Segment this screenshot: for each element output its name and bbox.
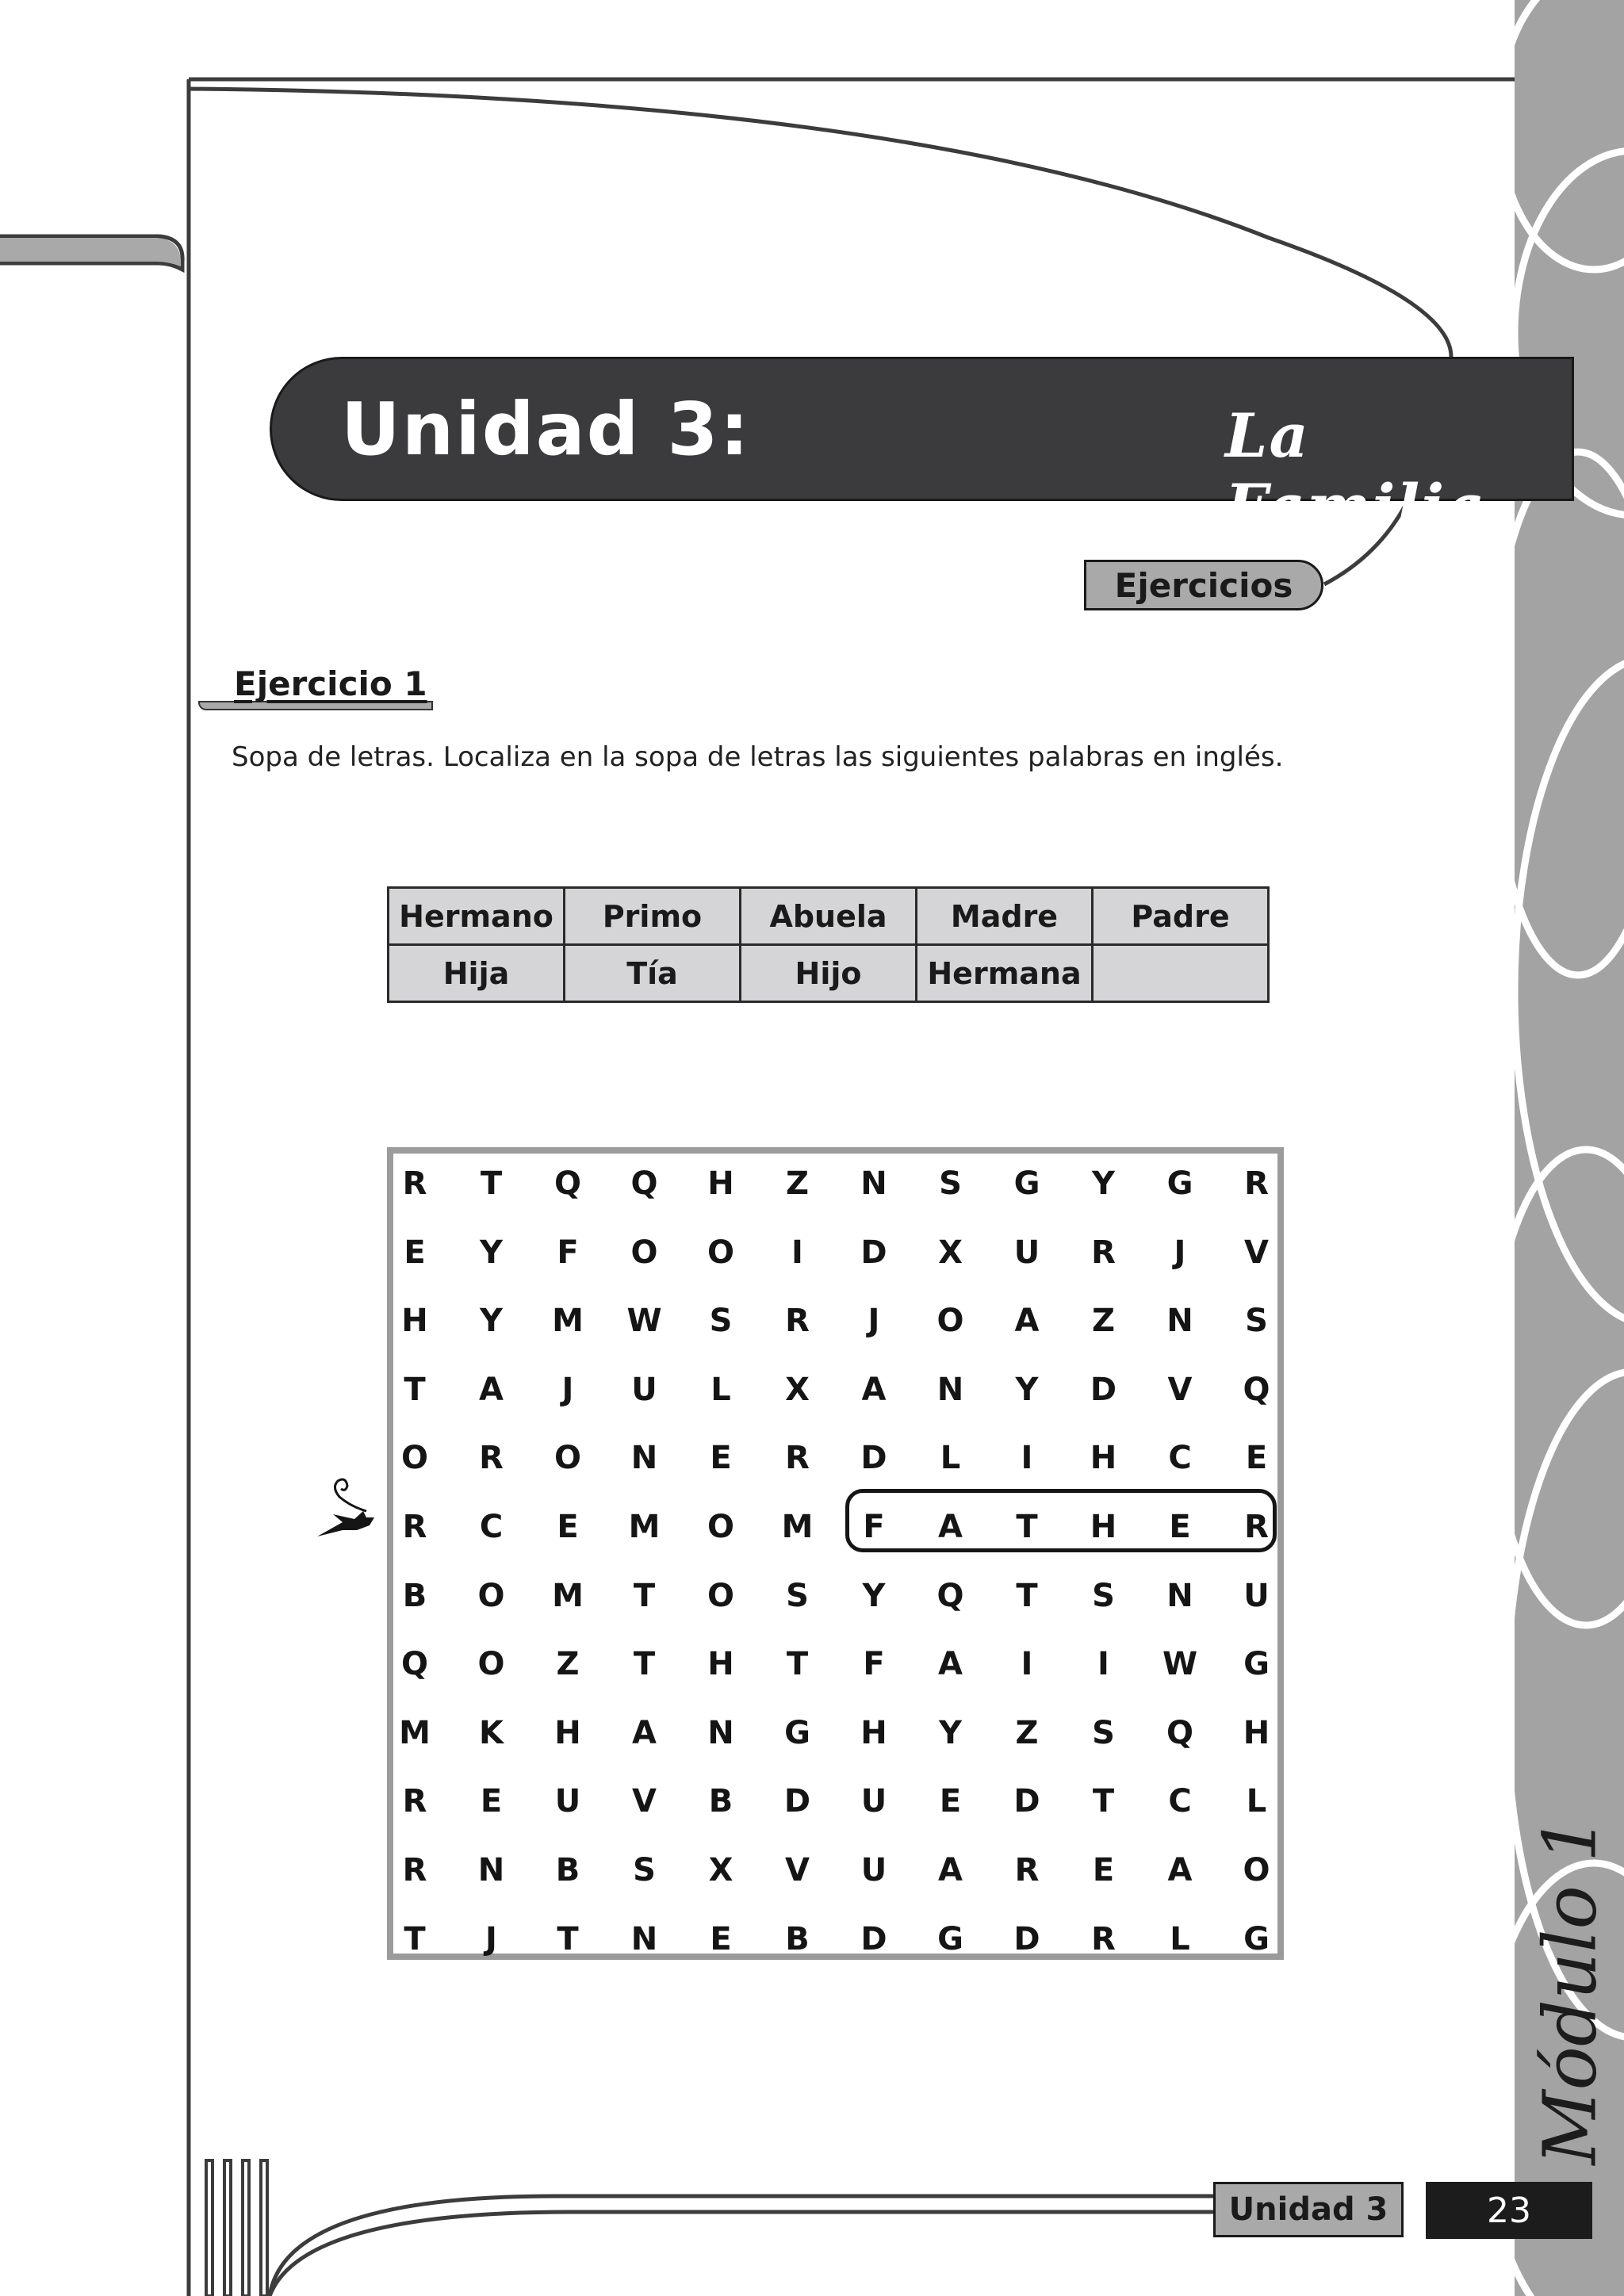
grid-letter: Q xyxy=(553,1165,581,1202)
grid-letter: H xyxy=(401,1303,428,1340)
grid-letter: D xyxy=(783,1783,811,1820)
grid-letter: X xyxy=(785,1371,810,1408)
grid-letter: N xyxy=(1166,1303,1193,1340)
grid-letter: T xyxy=(633,1646,656,1683)
grid-letter: H xyxy=(707,1165,734,1202)
grid-letter: R xyxy=(785,1303,810,1340)
grid-letter: E xyxy=(710,1920,732,1957)
grid-letter: T xyxy=(1016,1509,1038,1545)
grid-letter: E xyxy=(404,1234,426,1271)
grid-letter: M xyxy=(781,1509,814,1545)
grid-letter: A xyxy=(1014,1303,1040,1340)
unit-title: Unidad 3: xyxy=(341,387,751,472)
grid-letter: Q xyxy=(936,1577,964,1614)
grid-letter: E xyxy=(1245,1440,1268,1477)
vocabulary-table xyxy=(387,886,1270,1003)
grid-letter: E xyxy=(710,1440,732,1477)
grid-letter: Z xyxy=(556,1646,580,1683)
grid-letter: I xyxy=(1021,1646,1033,1683)
grid-letter: T xyxy=(786,1646,809,1683)
grid-letter: V xyxy=(632,1783,657,1820)
grid-letter: R xyxy=(1244,1509,1269,1545)
grid-letter: J xyxy=(485,1920,497,1957)
vocabulary-cell: Hijo xyxy=(741,945,917,1002)
grid-letter: R xyxy=(785,1440,810,1477)
grid-letter: V xyxy=(1167,1371,1193,1408)
grid-letter: I xyxy=(1021,1440,1033,1477)
grid-letter: E xyxy=(1169,1509,1191,1545)
grid-letter: T xyxy=(404,1920,426,1957)
vocabulary-row xyxy=(389,888,1269,945)
grid-letter: D xyxy=(860,1440,887,1477)
grid-letter: T xyxy=(1016,1577,1038,1614)
grid-letter: O xyxy=(707,1577,734,1614)
grid-letter: L xyxy=(940,1440,961,1477)
grid-letter: J xyxy=(868,1303,880,1340)
grid-letter: U xyxy=(860,1783,887,1820)
grid-letter: H xyxy=(860,1714,887,1751)
grid-letter: G xyxy=(937,1920,963,1957)
grid-letter: M xyxy=(552,1303,584,1340)
grid-letter: X xyxy=(708,1852,733,1888)
grid-letter: S xyxy=(1245,1303,1268,1340)
example-word-highlight xyxy=(845,1489,1277,1552)
grid-letter: F xyxy=(863,1509,885,1545)
grid-letter: T xyxy=(1092,1783,1115,1820)
grid-letter: L xyxy=(1170,1920,1190,1957)
grid-letter: C xyxy=(1168,1440,1192,1477)
grid-letter: N xyxy=(936,1371,964,1408)
grid-letter: T xyxy=(633,1577,656,1614)
grid-letter: R xyxy=(1091,1920,1116,1957)
grid-letter: J xyxy=(561,1371,574,1408)
grid-letter: S xyxy=(1092,1714,1115,1751)
grid-letter: B xyxy=(708,1783,733,1820)
grid-letter: B xyxy=(555,1852,580,1888)
exercise-instructions: Sopa de letras. Localiza en la sopa de letras las siguientes palabras en inglés. xyxy=(232,741,1284,773)
grid-letter: C xyxy=(1168,1783,1192,1820)
grid-letter: Z xyxy=(785,1165,809,1202)
grid-letter: N xyxy=(630,1440,658,1477)
grid-letter: R xyxy=(479,1440,504,1477)
grid-letter: I xyxy=(1097,1646,1109,1683)
grid-letter: O xyxy=(553,1440,581,1477)
grid-letter: L xyxy=(1246,1783,1267,1820)
grid-letter: A xyxy=(632,1714,657,1751)
word-search-grid xyxy=(387,1147,1284,1960)
grid-letter: N xyxy=(707,1714,734,1751)
grid-letter: V xyxy=(1244,1234,1269,1271)
grid-letter: U xyxy=(631,1371,657,1408)
vocabulary-row xyxy=(389,945,1269,1002)
grid-letter: H xyxy=(707,1646,734,1683)
page-number: 23 xyxy=(1426,2182,1592,2239)
grid-letter: J xyxy=(1174,1234,1186,1271)
grid-letter: Y xyxy=(939,1714,962,1751)
grid-letter: D xyxy=(860,1234,887,1271)
grid-letter: M xyxy=(628,1509,661,1545)
grid-letter: V xyxy=(785,1852,810,1888)
grid-letter: O xyxy=(1243,1852,1270,1888)
grid-letter: U xyxy=(860,1852,887,1888)
grid-letter: H xyxy=(1090,1440,1117,1477)
grid-letter: Y xyxy=(862,1577,886,1614)
grid-letter: Z xyxy=(1015,1714,1039,1751)
grid-letter: B xyxy=(785,1920,810,1957)
grid-letter: E xyxy=(480,1783,503,1820)
grid-letter: O xyxy=(707,1234,734,1271)
grid-letter: Q xyxy=(1166,1714,1193,1751)
grid-letter: F xyxy=(557,1234,579,1271)
grid-letter: Q xyxy=(630,1165,658,1202)
grid-letter: Q xyxy=(400,1646,428,1683)
grid-letter: S xyxy=(786,1577,809,1614)
grid-letter: A xyxy=(479,1371,504,1408)
grid-letter: K xyxy=(479,1714,504,1751)
grid-letter: R xyxy=(402,1509,427,1545)
grid-letter: L xyxy=(710,1371,731,1408)
grid-letter: H xyxy=(1243,1714,1270,1751)
grid-letter: A xyxy=(938,1852,963,1888)
grid-letter: G xyxy=(1166,1165,1193,1202)
grid-letter: O xyxy=(477,1577,505,1614)
module-label-text: Módulo 1 xyxy=(1527,1815,1613,2165)
grid-letter: A xyxy=(938,1646,963,1683)
unit-subtitle: La Familia xyxy=(1225,400,1487,541)
grid-letter: G xyxy=(1243,1920,1270,1957)
grid-letter: O xyxy=(477,1646,505,1683)
grid-letter: G xyxy=(1243,1646,1270,1683)
grid-letter: S xyxy=(709,1303,733,1340)
grid-letter: O xyxy=(936,1303,964,1340)
grid-letter: Q xyxy=(1243,1371,1270,1408)
vocabulary-cell: Primo xyxy=(565,888,741,945)
grid-letter: D xyxy=(1013,1783,1040,1820)
grid-letter: Y xyxy=(1015,1371,1039,1408)
grid-letter: A xyxy=(1167,1852,1193,1888)
grid-letter: N xyxy=(860,1165,887,1202)
grid-letter: D xyxy=(860,1920,887,1957)
grid-letter: H xyxy=(554,1714,581,1751)
grid-letter: U xyxy=(1243,1577,1270,1614)
grid-letter: S xyxy=(633,1852,656,1888)
grid-letter: N xyxy=(1166,1577,1193,1614)
grid-letter: A xyxy=(938,1509,963,1545)
section-tab-ejercicios: Ejercicios xyxy=(1084,560,1323,610)
vocabulary-cell: Hermana xyxy=(917,945,1093,1002)
grid-letter: Y xyxy=(1092,1165,1115,1202)
grid-letter: R xyxy=(1091,1234,1116,1271)
vocabulary-cell: Hija xyxy=(389,945,565,1002)
grid-letter: H xyxy=(1090,1509,1117,1545)
grid-letter: R xyxy=(402,1783,427,1820)
vocabulary-cell: Abuela xyxy=(741,888,917,945)
grid-letter: Y xyxy=(480,1234,503,1271)
grid-letter: R xyxy=(402,1165,427,1202)
grid-letter: S xyxy=(1092,1577,1115,1614)
grid-letter: W xyxy=(626,1303,662,1340)
grid-letter: T xyxy=(404,1371,426,1408)
grid-letter: O xyxy=(707,1509,734,1545)
grid-letter: G xyxy=(784,1714,810,1751)
vocabulary-cell xyxy=(1093,945,1269,1002)
grid-letter: B xyxy=(402,1577,427,1614)
vocabulary-cell: Padre xyxy=(1093,888,1269,945)
grid-letter: T xyxy=(557,1920,579,1957)
grid-letter: R xyxy=(402,1852,427,1888)
grid-letter: I xyxy=(791,1234,803,1271)
grid-letter: C xyxy=(479,1509,504,1545)
grid-letter: S xyxy=(939,1165,962,1202)
grid-letter: A xyxy=(861,1371,887,1408)
grid-letter: W xyxy=(1162,1646,1198,1683)
grid-letter: E xyxy=(939,1783,962,1820)
grid-letter: X xyxy=(938,1234,963,1271)
grid-letter: N xyxy=(630,1920,658,1957)
footer-unit-label: Unidad 3 xyxy=(1213,2182,1404,2237)
grid-letter: M xyxy=(399,1714,431,1751)
grid-letter: Z xyxy=(1091,1303,1115,1340)
vocabulary-cell: Madre xyxy=(917,888,1093,945)
grid-letter: R xyxy=(1244,1165,1269,1202)
grid-letter: Y xyxy=(480,1303,503,1340)
grid-letter: E xyxy=(557,1509,579,1545)
grid-letter: N xyxy=(477,1852,505,1888)
module-label xyxy=(1526,1808,1614,2172)
vocabulary-cell: Hermano xyxy=(389,888,565,945)
exercise-heading: Ejercicio 1 xyxy=(234,664,427,703)
grid-letter: T xyxy=(480,1165,503,1202)
grid-letter: O xyxy=(400,1440,428,1477)
grid-letter: D xyxy=(1090,1371,1117,1408)
grid-letter: D xyxy=(1013,1920,1040,1957)
grid-letter: U xyxy=(554,1783,581,1820)
grid-letter: G xyxy=(1013,1165,1040,1202)
grid-letter: R xyxy=(1014,1852,1040,1888)
cat-pointer-icon xyxy=(311,1473,382,1544)
grid-letter: M xyxy=(552,1577,584,1614)
grid-letter: F xyxy=(863,1646,885,1683)
vocabulary-cell: Tía xyxy=(565,945,741,1002)
grid-letter: E xyxy=(1092,1852,1115,1888)
grid-letter: O xyxy=(630,1234,658,1271)
grid-letter: U xyxy=(1013,1234,1040,1271)
